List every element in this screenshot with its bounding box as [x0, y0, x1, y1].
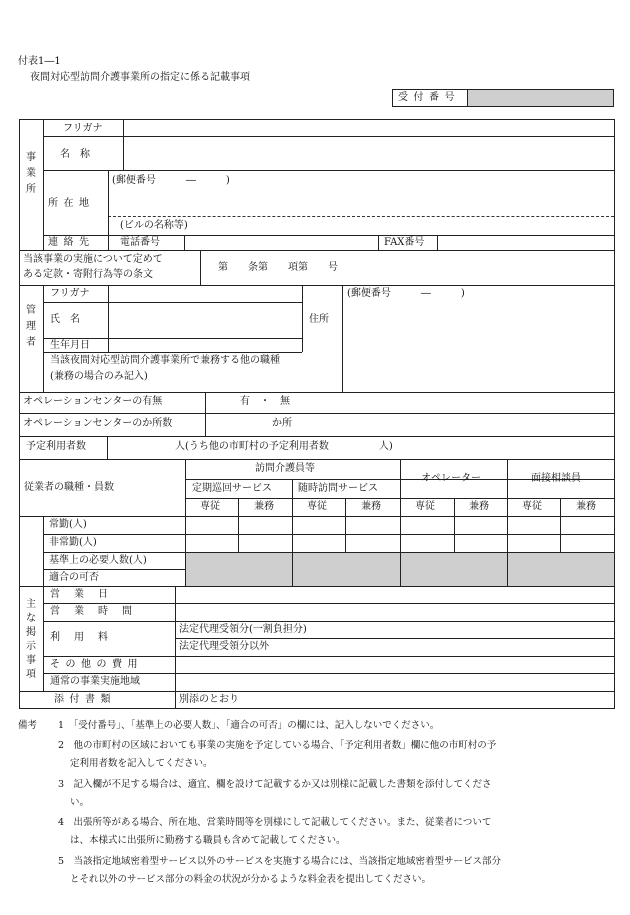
other-costs-label: その他の費用 [50, 659, 143, 670]
clause-value: 第 条第 項第 号 [218, 262, 338, 273]
clause-label-2: ある定款・寄附行為等の条文 [23, 269, 153, 280]
jigyosho-contact-label: 連絡先 [48, 237, 95, 248]
jigyosho-name-label: 名 称 [60, 149, 90, 160]
staff-regular-patrol: 定期巡回サービス [192, 483, 272, 494]
col-concurrent-4: 兼務 [576, 501, 596, 512]
kanrisha-birth-label: 生年月日 [50, 340, 90, 351]
col-concurrent-3: 兼務 [469, 501, 489, 512]
main-items-side-label: 主な掲示事項 [26, 599, 36, 680]
jigyosho-side-label: 事業所 [26, 152, 36, 195]
planned-users-label: 予定利用者数 [26, 441, 86, 452]
staff-row-fulltime: 常勤(人) [49, 519, 87, 530]
form-number: 付表1―1 [18, 56, 61, 67]
kanrisha-concurrent-2: (兼務の場合のみ記入) [50, 371, 148, 382]
staff-row-parttime: 非常勤(人) [49, 537, 97, 548]
form-title: 夜間対応型訪問介護事業所の指定に係る記載事項 [30, 72, 250, 83]
col-full-4: 専従 [522, 501, 542, 512]
attachments-label: 添付書類 [54, 694, 116, 705]
note-4-cont: は、本様式に出張所に勤務する職員も含めて記載してください。 [70, 835, 346, 846]
col-full-3: 専従 [415, 501, 435, 512]
staff-on-demand: 随時訪問サービス [298, 483, 378, 494]
receipt-number-label: 受付番号 [398, 92, 460, 103]
col-concurrent-1: 兼務 [254, 501, 274, 512]
business-days-label: 営業日 [50, 589, 122, 600]
jigyosho-postal: (郵便番号 ― ) [112, 175, 230, 186]
staff-interview: 面接相談員 [531, 473, 581, 484]
attachments-value: 別添のとおり [179, 694, 239, 705]
staff-row-suitability: 適合の可否 [49, 572, 99, 583]
note-3: 3 記入欄が不足する場合は、適宜、欄を設けて記載するか又は別様に記載した書類を添付してくださ [58, 779, 492, 790]
operation-count-value: か所 [272, 418, 292, 429]
required-count-cells [186, 553, 292, 586]
business-hours-label: 営業時間 [50, 606, 146, 617]
jigyosho-building: (ビルの名称等) [120, 220, 188, 231]
kanrisha-furigana-label: フリガナ [50, 288, 90, 299]
note-2-cont: 定利用者数を記入してください。 [70, 758, 213, 769]
staff-label: 従業者の職種・員数 [24, 482, 114, 493]
staff-operator: オペレーター [421, 473, 481, 484]
note-3-cont: い。 [70, 797, 90, 808]
operation-center-label: オペレーションセンターの有無 [23, 396, 163, 407]
note-4: 4 出張所等がある場合、所在地、営業時間等を別様にして記載してください。また、従業者について [58, 817, 492, 828]
jigyosho-tel-label: 電話番号 [120, 237, 160, 248]
note-2: 2 他の市町村の区域においても事業の実施を予定している場合、「予定利用者数」欄に他の市町村の予 [58, 740, 497, 751]
fee-other: 法定代理受領分以外 [179, 641, 269, 652]
staff-visit-group: 訪問介護員等 [255, 463, 315, 474]
receipt-number-field[interactable] [468, 90, 613, 106]
fee-proxy: 法定代理受領分(一割負担分) [179, 624, 307, 635]
area-label: 通常の事業実施地域 [50, 676, 140, 687]
col-full-1: 専従 [200, 501, 220, 512]
kanrisha-postal: (郵便番号 ― ) [347, 288, 465, 299]
operation-count-label: オペレーションセンターのか所数 [23, 418, 173, 429]
operation-center-value: 有 ・ 無 [240, 396, 290, 407]
notes-label: 備考 [18, 720, 38, 731]
note-5: 5 当該指定地域密着型サービス以外のサービスを実施する場合には、当該指定地域密着型サービス部分 [58, 856, 502, 867]
jigyosho-fax-label: FAX番号 [384, 237, 425, 248]
col-concurrent-2: 兼務 [361, 501, 381, 512]
staff-row-required: 基準上の必要人数(人) [49, 555, 147, 566]
kanrisha-name-label: 氏 名 [50, 314, 80, 325]
kanrisha-side-label: 管理者 [26, 305, 36, 348]
kanrisha-concurrent-1: 当該夜間対応型訪問介護事業所で兼務する他の職種 [50, 355, 280, 366]
jigyosho-address-label: 所在地 [48, 198, 95, 209]
kanrisha-address-label: 住所 [309, 314, 329, 325]
clause-label-1: 当該事業の実施について定めて [23, 254, 163, 265]
note-5-cont: とそれ以外のサービス部分の料金の状況が分かるような料金表を提出してください。 [70, 874, 432, 885]
col-full-2: 専従 [307, 501, 327, 512]
planned-users-value: 人(うち他の市町村の予定利用者数 人) [175, 441, 393, 452]
fees-label: 利用料 [50, 632, 122, 643]
note-1: 1 「受付番号」、「基準上の必要人数」、「適合の可否」の欄には、記入しないでください。 [58, 720, 440, 731]
jigyosho-furigana-label: フリガナ [63, 123, 103, 134]
